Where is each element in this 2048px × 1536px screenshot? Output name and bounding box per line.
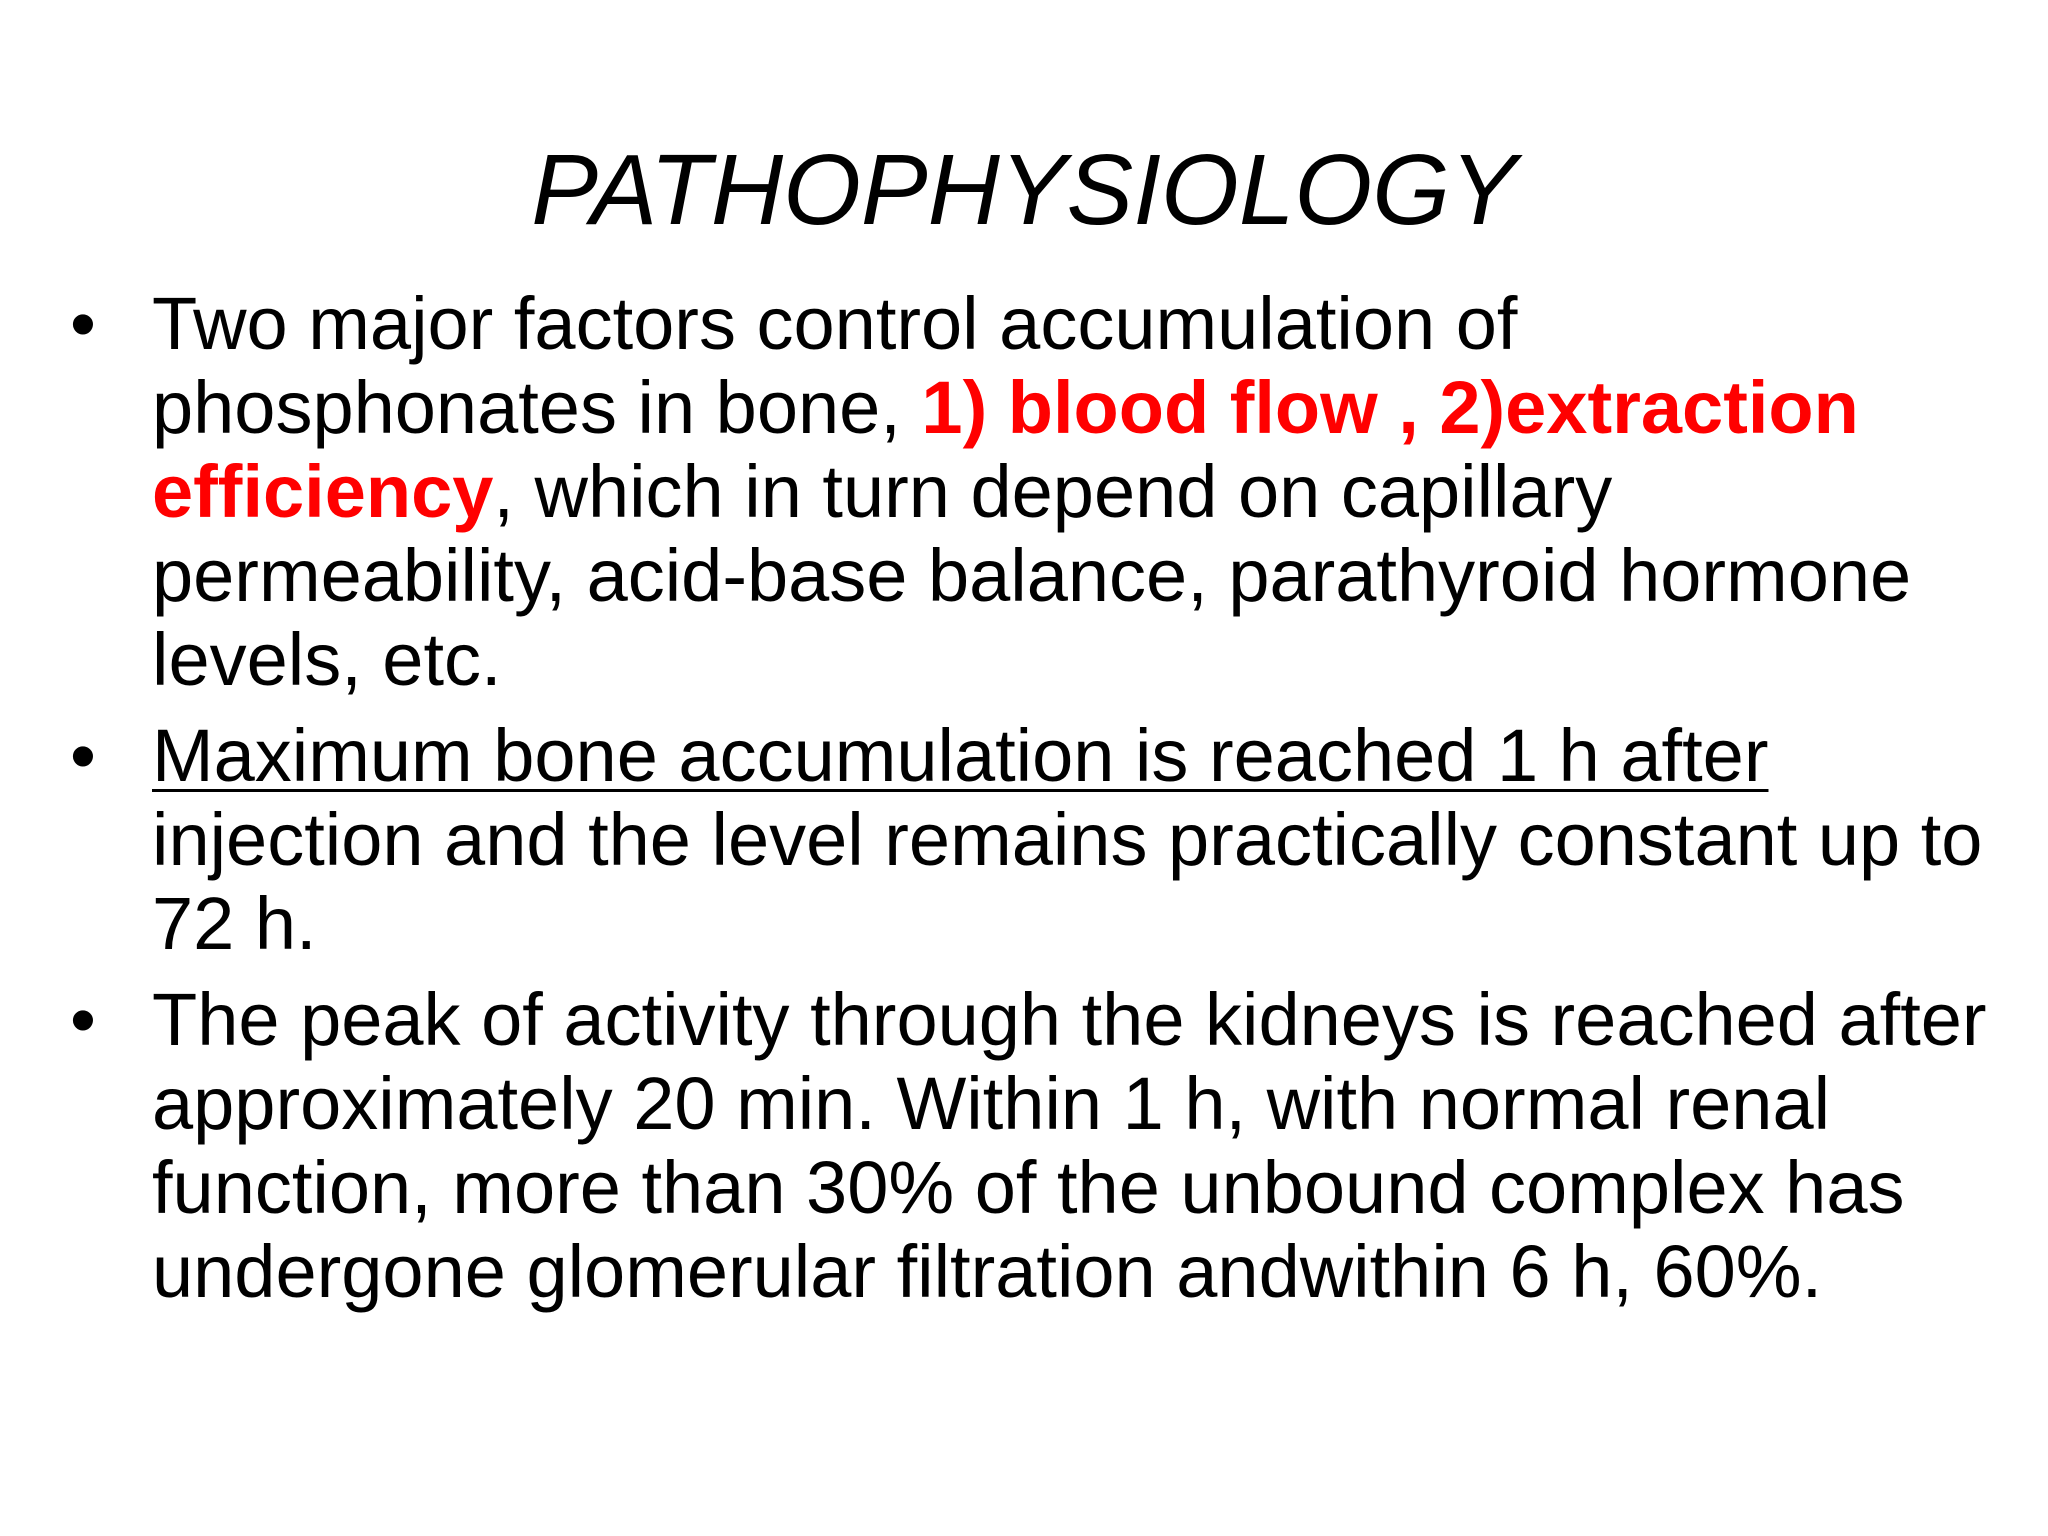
bullet-icon: • xyxy=(70,978,96,1061)
bullet-item xyxy=(68,978,1988,1314)
bullet-icon: • xyxy=(70,282,96,365)
bullet-list xyxy=(68,282,1988,1326)
bullet-text-lead: Two major factors control accumulation of phosphonates in bone, xyxy=(152,282,1518,449)
bullet-icon: • xyxy=(70,714,96,797)
underlined-text: Maximum bone accumulation is reached 1 h after xyxy=(152,714,1769,797)
bullet-item xyxy=(68,714,1988,966)
slide-title: PATHOPHYSIOLOGY xyxy=(531,134,1517,246)
bullet-text-rest: injection and the level remains practically constant up to 72 h. xyxy=(152,798,1983,965)
bullet-item xyxy=(68,282,1988,702)
highlighted-factors: 1) blood flow , 2)extraction efficiency xyxy=(152,366,1859,533)
bullet-text: The peak of activity through the kidneys is reached after approximately 20 min. Within 1 h, with normal renal function, more than 30% of the unbound complex has undergone glomerular filtration andwithin 6 h, 60%. xyxy=(152,978,1987,1313)
bullet-text-rest: , which in turn depend on capillary permeability, acid-base balance, parathyroid hormone levels, etc. xyxy=(152,450,1912,701)
